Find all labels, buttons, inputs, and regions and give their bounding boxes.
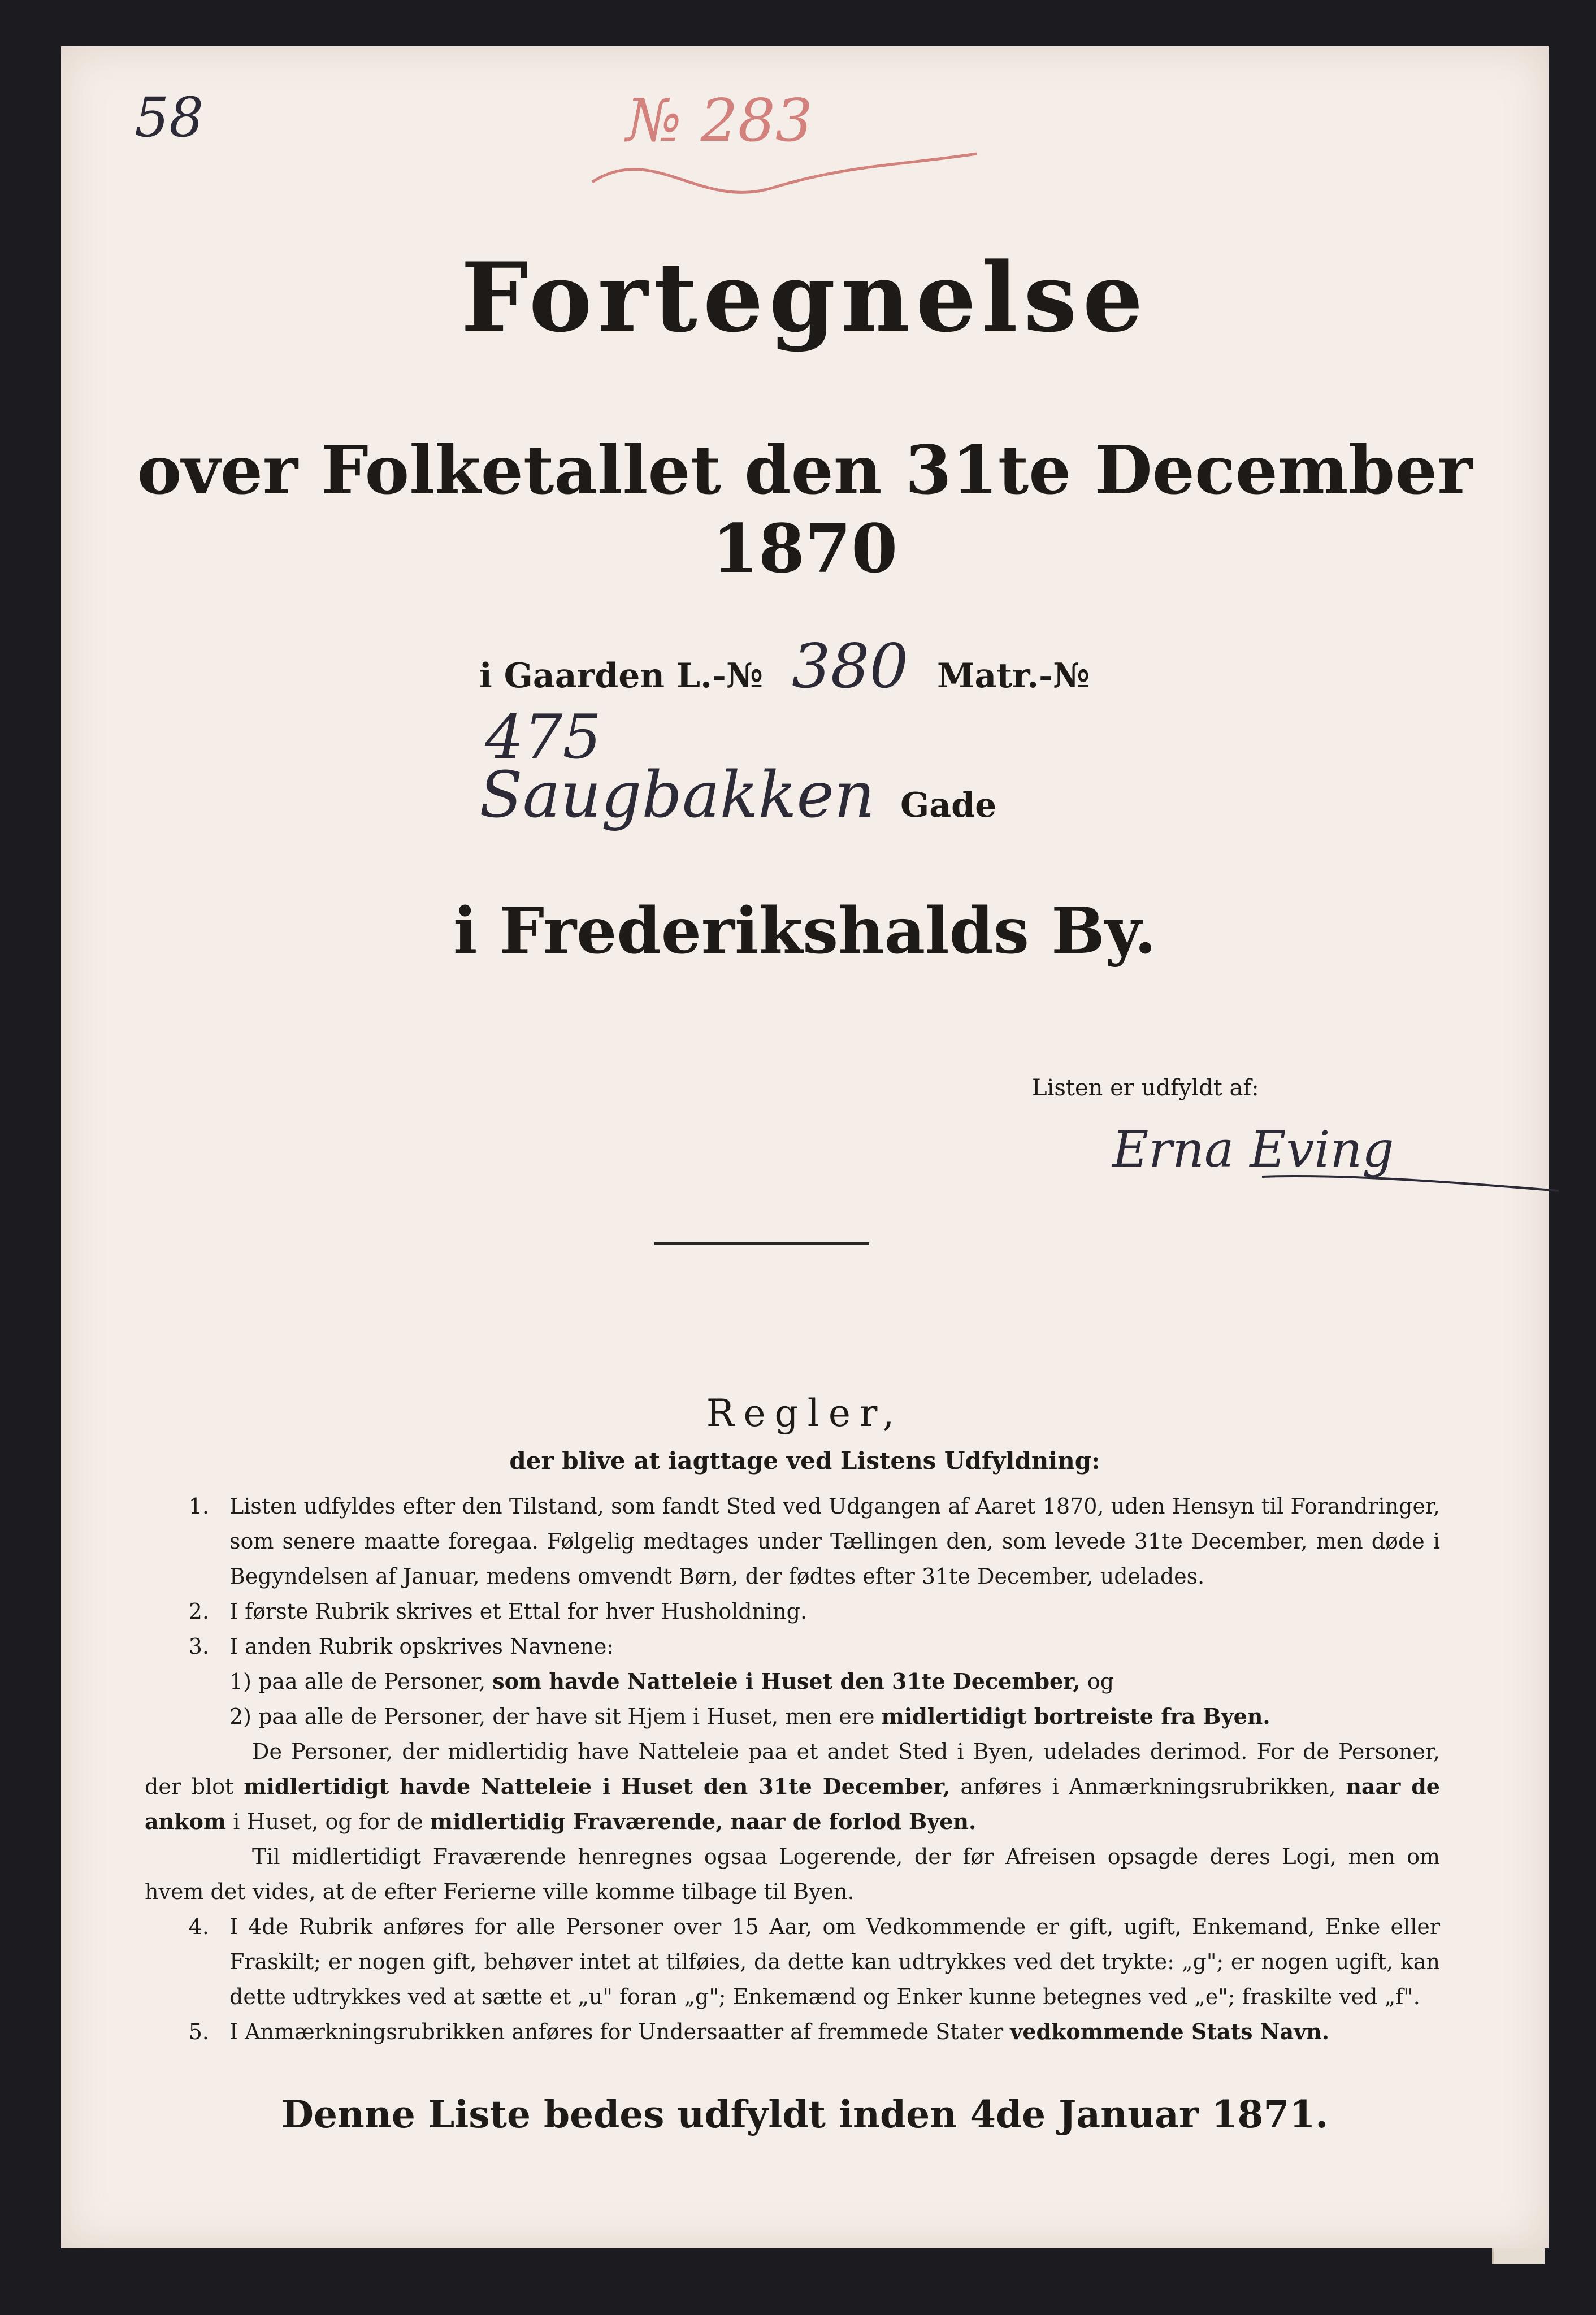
- rule-text: [229, 2014, 1440, 2049]
- rule-text: I anden Rubrik opskrives Navnene:: [229, 1634, 614, 1659]
- rule-1: [145, 1489, 1440, 1594]
- rule-emphasis: midlertidigt havde Natteleie i Huset den 31te December,: [244, 1774, 951, 1799]
- rule-text: I 4de Rubrik anføres for alle Personer over 15 Aar, om Vedkommende er gift, ugift, Enkemand, Enke eller Fraskilt; er nogen gift, behøver intet at tilføies, da dette kan udtrykkes ved det trykte: „g"; er nogen ugift, kan dette udtrykkes ved at sætte et „u" foran „g"; Enkemænd og Enker kunne betegnes ved „e"; fraskilte ved „f".: [229, 1914, 1440, 2009]
- rule-number: 1.: [188, 1494, 209, 1519]
- rule-text: og for de: [325, 1809, 423, 1834]
- rules-heading: Regler,: [706, 1391, 904, 1435]
- rule-3-item-1: [145, 1664, 1440, 1699]
- rule-text: I Anmærkningsrubrikken anføres for Undersaatter af fremmede Stater: [229, 2019, 1004, 2044]
- rule-number: 3.: [188, 1634, 209, 1659]
- rule-text: De Personer, der midlertidig have Natteleie paa et andet Sted i Byen, udelades derimod. For de Personer, der blot: [145, 1739, 1440, 1799]
- rule-text: og: [1087, 1669, 1114, 1694]
- rule-3-note-2: Til midlertidigt Fraværende henregnes ogsaa Logerende, der før Afreisen opsagde deres Logi, men om hvem det vides, at de efter Ferierne ville komme tilbage til Byen.: [145, 1844, 1440, 1904]
- deadline-notice: Denne Liste bedes udfyldt inden 4de Januar 1871.: [281, 2092, 1329, 2136]
- rule-emphasis: naar de ankom: [145, 1774, 1440, 1834]
- rule-number: 4.: [188, 1914, 209, 1939]
- matr-number: 475: [485, 702, 602, 773]
- rule-emphasis: som havde Natteleie i Huset den 31te December,: [492, 1668, 1081, 1694]
- property-line: [479, 631, 1180, 773]
- rule-number: 2.: [188, 1599, 209, 1624]
- census-form-page: [61, 46, 1549, 2248]
- lot-number: 380: [792, 631, 909, 702]
- rule-4: [145, 1909, 1440, 2014]
- filled-by-signature: Erna Eving: [1112, 1120, 1394, 1178]
- rule-text: anføres i Anmærkningsrubrikken,: [960, 1774, 1336, 1799]
- rule-text: I første Rubrik skrives et Ettal for hver Husholdning.: [229, 1599, 808, 1624]
- rules-list: [145, 1489, 1440, 2049]
- street-suffix: Gade: [900, 786, 997, 825]
- page-number: 58: [135, 86, 204, 149]
- section-divider: [654, 1242, 869, 1245]
- rule-emphasis: midlertidig Fraværende, naar de forlod Byen.: [430, 1809, 977, 1834]
- rule-3: [145, 1629, 1440, 1664]
- gaard-label: i Gaarden L.-№: [479, 656, 764, 696]
- filled-by-label: Listen er udfyldt af:: [1032, 1075, 1259, 1101]
- rule-3-note-1: [145, 1734, 1440, 1839]
- rules-subheading: der blive at iagttage ved Listens Udfyldning:: [509, 1447, 1100, 1475]
- rule-2: [145, 1594, 1440, 1629]
- rule-3-item-2: [145, 1699, 1440, 1734]
- rule-emphasis: vedkommende Stats Navn.: [1010, 2019, 1330, 2044]
- street-name: Saugbakken: [479, 758, 875, 832]
- document-title: Fortegnelse: [461, 241, 1149, 353]
- town-line: i Frederikshalds By.: [453, 894, 1156, 968]
- rule-5: [145, 2014, 1440, 2049]
- rule-text: Listen udfyldes efter den Tilstand, som fandt Sted ved Udgangen af Aaret 1870, uden Hensyn til Forandringer, som senere maatte foregaa. Følgelig medtages under Tællingen den, som levede 31te December, men døde i Begyndelsen af Januar, medens omvendt Børn, der fødtes efter 31te December, udelades.: [229, 1494, 1440, 1589]
- signature-flourish: [1259, 1171, 1564, 1194]
- list-number-stamp: № 283: [626, 86, 813, 155]
- rule-emphasis: midlertidigt bortreiste fra Byen.: [881, 1703, 1270, 1729]
- rule-text: i Huset,: [233, 1809, 319, 1834]
- matr-label: Matr.-№: [937, 656, 1090, 696]
- rule-text: 2) paa alle de Personer, der have sit Hjem i Huset, men ere: [229, 1704, 875, 1729]
- rule-number: 5.: [188, 2019, 209, 2044]
- street-line: [479, 758, 1270, 832]
- document-subtitle: over Folketallet den 31te December 1870: [137, 431, 1473, 588]
- red-underline-flourish: [587, 120, 982, 205]
- rule-text: 1) paa alle de Personer,: [229, 1669, 486, 1694]
